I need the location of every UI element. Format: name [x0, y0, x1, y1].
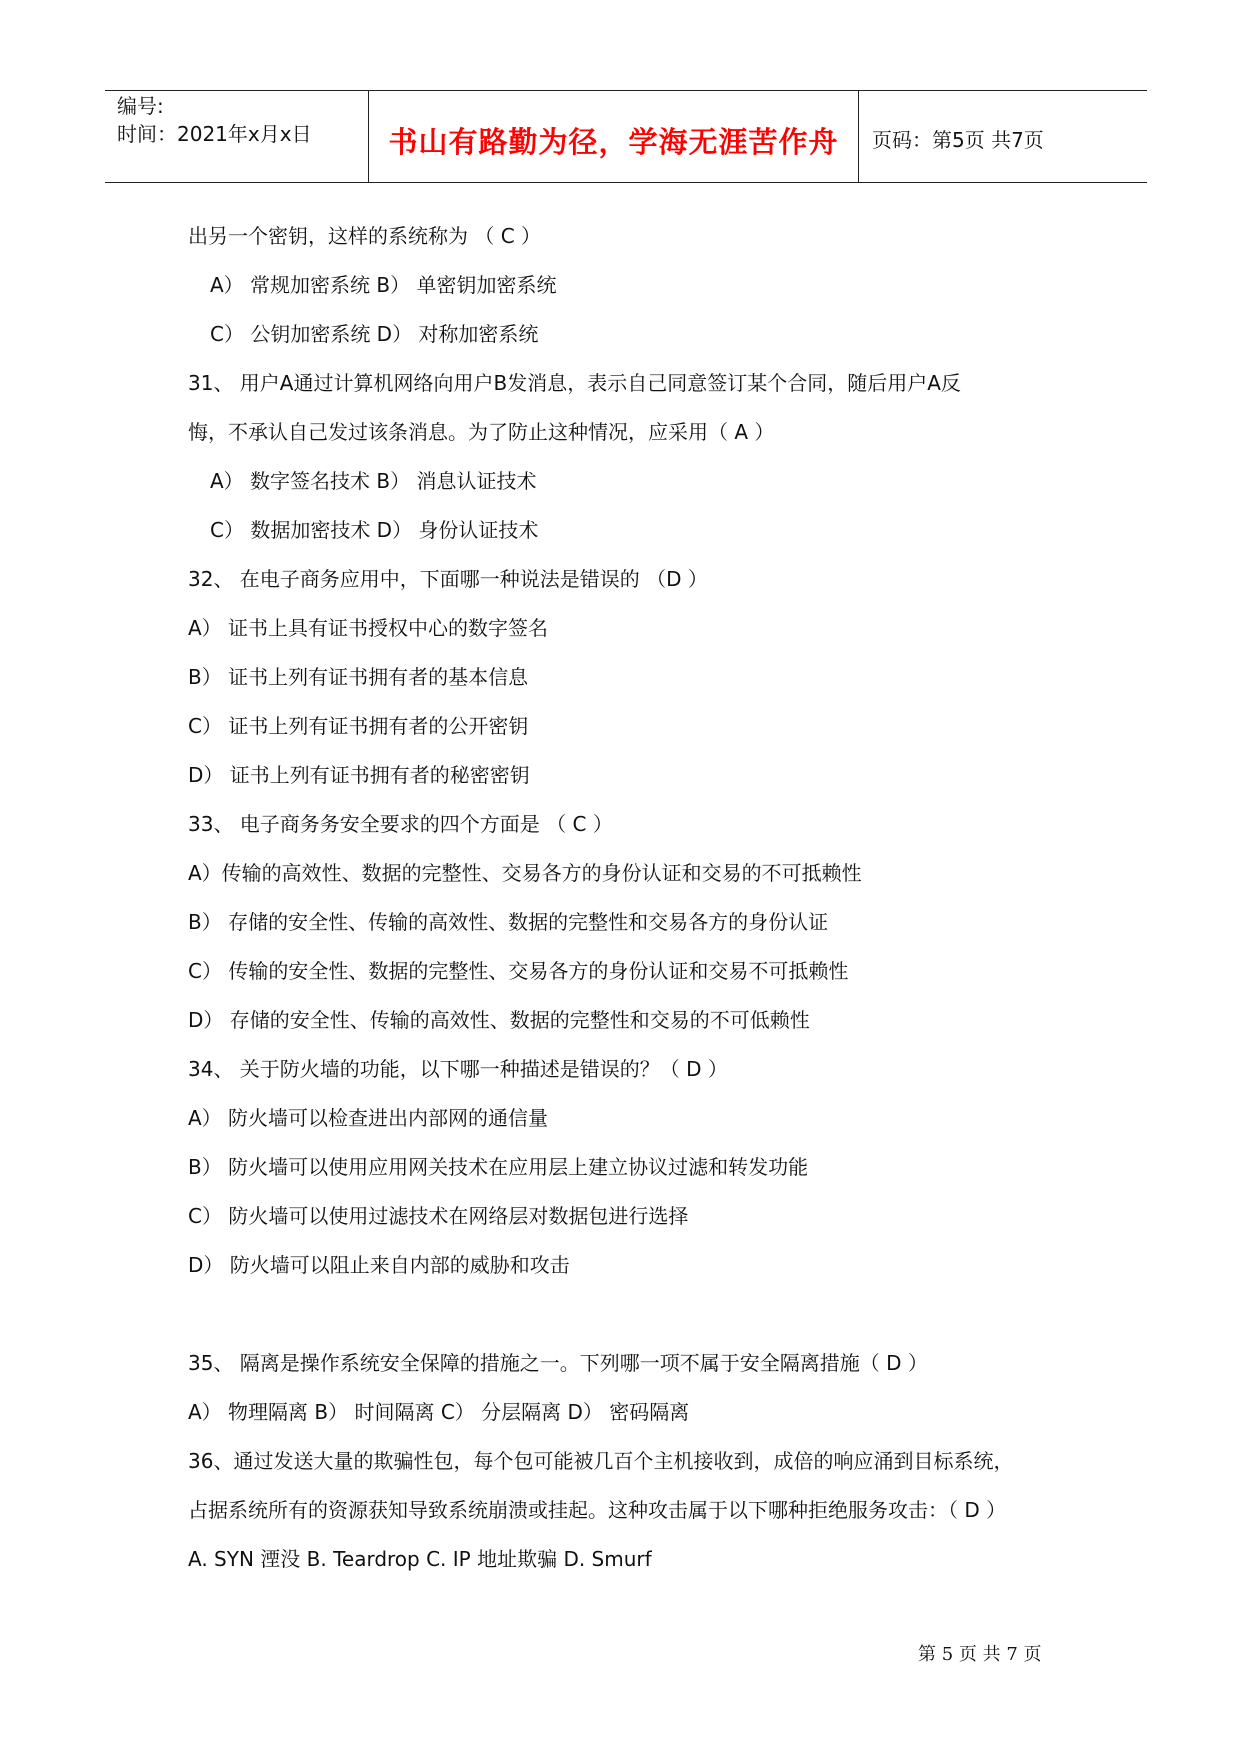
text-line: 34、 关于防火墙的功能，以下哪一种描述是错误的？（ D ） — [188, 1057, 728, 1081]
text-line: C） 传输的安全性、数据的完整性、交易各方的身份认证和交易不可抵赖性 — [188, 959, 849, 983]
text-line: A） 物理隔离 B） 时间隔离 C） 分层隔离 D） 密码隔离 — [188, 1400, 690, 1424]
blank-line — [188, 1297, 1088, 1346]
text-line: 36、通过发送大量的欺骗性包，每个包可能被几百个主机接收到，成倍的响应涌到目标系统， — [188, 1449, 1014, 1473]
text-line: C） 防火墙可以使用过滤技术在网络层对数据包进行选择 — [188, 1204, 689, 1228]
text-line: 35、 隔离是操作系统安全保障的措施之一。下列哪一项不属于安全隔离措施（ D ） — [188, 1351, 928, 1375]
header-divider-right — [858, 90, 859, 183]
text-line: 出另一个密钥，这样的系统称为 （ C ） — [188, 224, 542, 248]
header-bottom-rule — [105, 182, 1147, 183]
header-motto: 书山有路勤为径，学海无涯苦作舟 — [388, 125, 839, 159]
text-line: C） 公钥加密系统 D） 对称加密系统 — [210, 322, 539, 346]
header-meta — [117, 92, 312, 148]
text-line: D） 证书上列有证书拥有者的秘密密钥 — [188, 763, 530, 787]
text-line: A）传输的高效性、数据的完整性、交易各方的身份认证和交易的不可抵赖性 — [188, 861, 862, 885]
footer-page-number: 第 5 页 共 7 页 — [918, 1644, 1042, 1665]
text-line: B） 存储的安全性、传输的高效性、数据的完整性和交易各方的身份认证 — [188, 910, 829, 934]
text-line: 33、 电子商务务安全要求的四个方面是 （ C ） — [188, 812, 613, 836]
text-line: B） 防火墙可以使用应用网关技术在应用层上建立协议过滤和转发功能 — [188, 1155, 809, 1179]
text-line: C） 证书上列有证书拥有者的公开密钥 — [188, 714, 529, 738]
time-label: 时间：2021年x月x日 — [117, 122, 312, 146]
text-line: D） 存储的安全性、传输的高效性、数据的完整性和交易的不可低赖性 — [188, 1008, 810, 1032]
text-line: A） 常规加密系统 B） 单密钥加密系统 — [210, 273, 557, 297]
text-line: D） 防火墙可以阻止来自内部的威胁和攻击 — [188, 1253, 570, 1277]
text-line: 31、 用户A通过计算机网络向用户B发消息，表示自己同意签订某个合同，随后用户A反 — [188, 371, 961, 395]
header-page-number: 页码：第5页 共7页 — [872, 128, 1044, 152]
text-line: 悔，不承认自己发过该条消息。为了防止这种情况，应采用（ A ） — [188, 420, 775, 444]
text-line: 占据系统所有的资源获知导致系统崩溃或挂起。这种攻击属于以下哪种拒绝服务攻击：（ D ） — [188, 1498, 1007, 1522]
header-top-rule — [105, 90, 1147, 91]
document-body — [188, 219, 1088, 1591]
text-line: A） 防火墙可以检查进出内部网的通信量 — [188, 1106, 549, 1130]
text-line: A） 数字签名技术 B） 消息认证技术 — [210, 469, 537, 493]
text-line: C） 数据加密技术 D） 身份认证技术 — [210, 518, 539, 542]
text-line: A） 证书上具有证书授权中心的数字签名 — [188, 616, 549, 640]
text-line: A. SYN 湮没 B. Teardrop C. IP 地址欺骗 D. Smurf — [188, 1547, 652, 1571]
text-line: 32、 在电子商务应用中，下面哪一种说法是错误的 （D ） — [188, 567, 708, 591]
text-line: B） 证书上列有证书拥有者的基本信息 — [188, 665, 529, 689]
code-label: 编号: — [117, 94, 164, 118]
